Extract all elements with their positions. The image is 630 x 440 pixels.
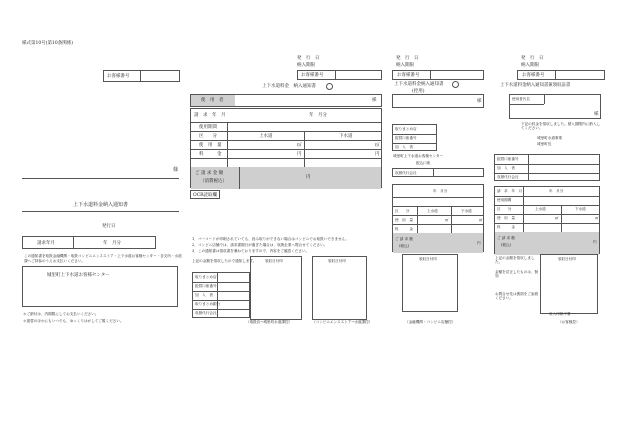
panel4-note-2: 金額を訂正したものは、無効 bbox=[495, 270, 539, 279]
panel3-issued: 発 行 日 bbox=[396, 56, 419, 61]
panel4-note-1: 上記の金額を領収しました。 bbox=[495, 256, 535, 265]
panel4-office-sub: 城里町長 bbox=[537, 142, 552, 146]
panel2-user-box: 使 用 者 様 bbox=[190, 94, 382, 107]
panel4-issued: 発 行 日 bbox=[521, 56, 544, 61]
panel1-title: 上下水道料金納入通知書 bbox=[72, 202, 128, 208]
circle-mark-icon bbox=[326, 83, 333, 90]
panel4-office: 城里町水道事業 bbox=[537, 136, 563, 140]
panel3-user-box: 様 bbox=[392, 94, 484, 108]
panel3-title: 上下水道料金納入通知書 bbox=[394, 82, 444, 87]
panel1-divider bbox=[22, 178, 179, 179]
panel3-subtitle: (控用) bbox=[412, 89, 425, 94]
panel1-notice: この通知書を取扱金融機関・取扱コンビニエンスストア・上下水道お客様センター・各支所・水道課へご持参のうえお支払いください。 bbox=[24, 254, 182, 263]
panel4-receipt-text: 下記の料金を領収しました。納入期限内に納入してください。 bbox=[521, 122, 601, 131]
panel2-label-left: （取扱店→城里町水道課控） bbox=[246, 320, 293, 324]
panel3-center-sub: 振込口座 bbox=[416, 161, 431, 165]
panel3-main-table: 年 月分 区 分 上水道 下水道 使 用 量 ㎥ ㎥ 料 金 ご 請 求 額 (税込) 円 bbox=[392, 184, 484, 252]
panel1-issued: 発行日 bbox=[102, 224, 116, 229]
panel1-note-2: ＊振替のほかにもいつでも、ゆっくりはがしてご覧ください。 bbox=[23, 319, 124, 323]
panel3-due: 納入期限 bbox=[396, 63, 414, 68]
panel1-sender-box: 城里町上下水道お客様センター bbox=[22, 266, 178, 307]
panel3-center: 城里町上下水道お客様センター bbox=[393, 154, 444, 158]
panel2-note-3: 3．この通知書は領収書を兼ねておりますので、内容をご確認ください。 bbox=[192, 249, 310, 253]
panel3-label: （金融機関・コンビニ店舗控） bbox=[405, 320, 456, 324]
panel4-fields: 振替口座番号 加 入 者 収納代行会社 bbox=[494, 154, 600, 181]
form-number: 様式第10号(第10条関係) bbox=[22, 41, 73, 46]
circle-mark-icon bbox=[452, 81, 459, 88]
panel2-label-right: （コンビニエンスストア→水道課控） bbox=[312, 320, 373, 324]
customer-number-box-3: お客様番号 bbox=[392, 70, 484, 80]
panel4-user-box: 使用者氏名 様 bbox=[509, 94, 601, 119]
panel1-billing-box: 請求年月 年 月分 bbox=[22, 236, 156, 249]
panel4-stamp: 領収日付印 bbox=[540, 254, 598, 314]
ocr-label-box: OCR読取欄 bbox=[190, 190, 220, 199]
panel2-note-2: 2．コンビニ店舗では、請求書期日が過ぎた場合は、収納企業へ問合せてください。 bbox=[192, 243, 328, 247]
panel2-receipt-fields: 取りまとめ店 振替口座番号 加 入 者 取りまとめ銀行 収納代行会社 bbox=[192, 272, 250, 318]
customer-number-box-2: お客様番号 bbox=[297, 70, 382, 80]
customer-number-box-4: お客様番号 bbox=[517, 70, 605, 80]
panel4-title: 上下水道料金納入通知書兼領収証書 bbox=[500, 83, 571, 88]
customer-number-box-1 bbox=[103, 70, 180, 82]
panel2-note-1: 1．バーコードが印刷されていても、読み取りができない場合はコンビニでお取扱いできません。 bbox=[192, 237, 350, 241]
panel2-due: 納入期限 bbox=[297, 63, 315, 68]
panel4-note-3: お問合せ先は裏面をご参照ください。 bbox=[495, 292, 539, 301]
panel2-issued: 発 行 日 bbox=[297, 56, 320, 61]
panel2-stamp-right: 領収日付印 bbox=[312, 256, 367, 320]
panel4-due: 納入期限 bbox=[521, 63, 539, 68]
panel3-receipt-fields: 取りまとめ店 振替口座番号 加 入 者 bbox=[392, 124, 437, 151]
panel4-stamp-sub: 収入印紙不要 bbox=[549, 312, 571, 316]
panel3-stamp: 領収日付印 bbox=[402, 254, 458, 312]
panel2-title: 上下水道料金 納入通知書 bbox=[262, 84, 316, 89]
panel2-main-table: 請 求 年 月 年 月分 使用期間 区 分 上水道 下水道 使 用 量 ㎥ ㎥ 料 金 円 円 ご 請 求 金 額 （消費税込） 円 bbox=[190, 108, 382, 188]
addressee-sama-1: 様 bbox=[173, 167, 179, 173]
panel4-main-table: 請 求 年 月 年 月分 使用期間 区 分 上水道 下水道 使 用 量 ㎥ ㎥ 料 金 ご 請 求 額 (税込) 円 bbox=[494, 186, 600, 254]
panel2-stamp-left: 領収日付印 bbox=[250, 256, 302, 320]
panel4-label: （お客様控） bbox=[558, 320, 580, 324]
panel2-amount-notice: 上記の金額を領収したので通知します。 bbox=[192, 259, 257, 263]
panel3-agent-box: 収納代行会社 bbox=[392, 168, 484, 177]
customer-number-label: お客様番号 bbox=[107, 74, 130, 79]
panel1-note-1: ＊ご納付は、内期限にしてお支払いください。 bbox=[23, 312, 99, 316]
